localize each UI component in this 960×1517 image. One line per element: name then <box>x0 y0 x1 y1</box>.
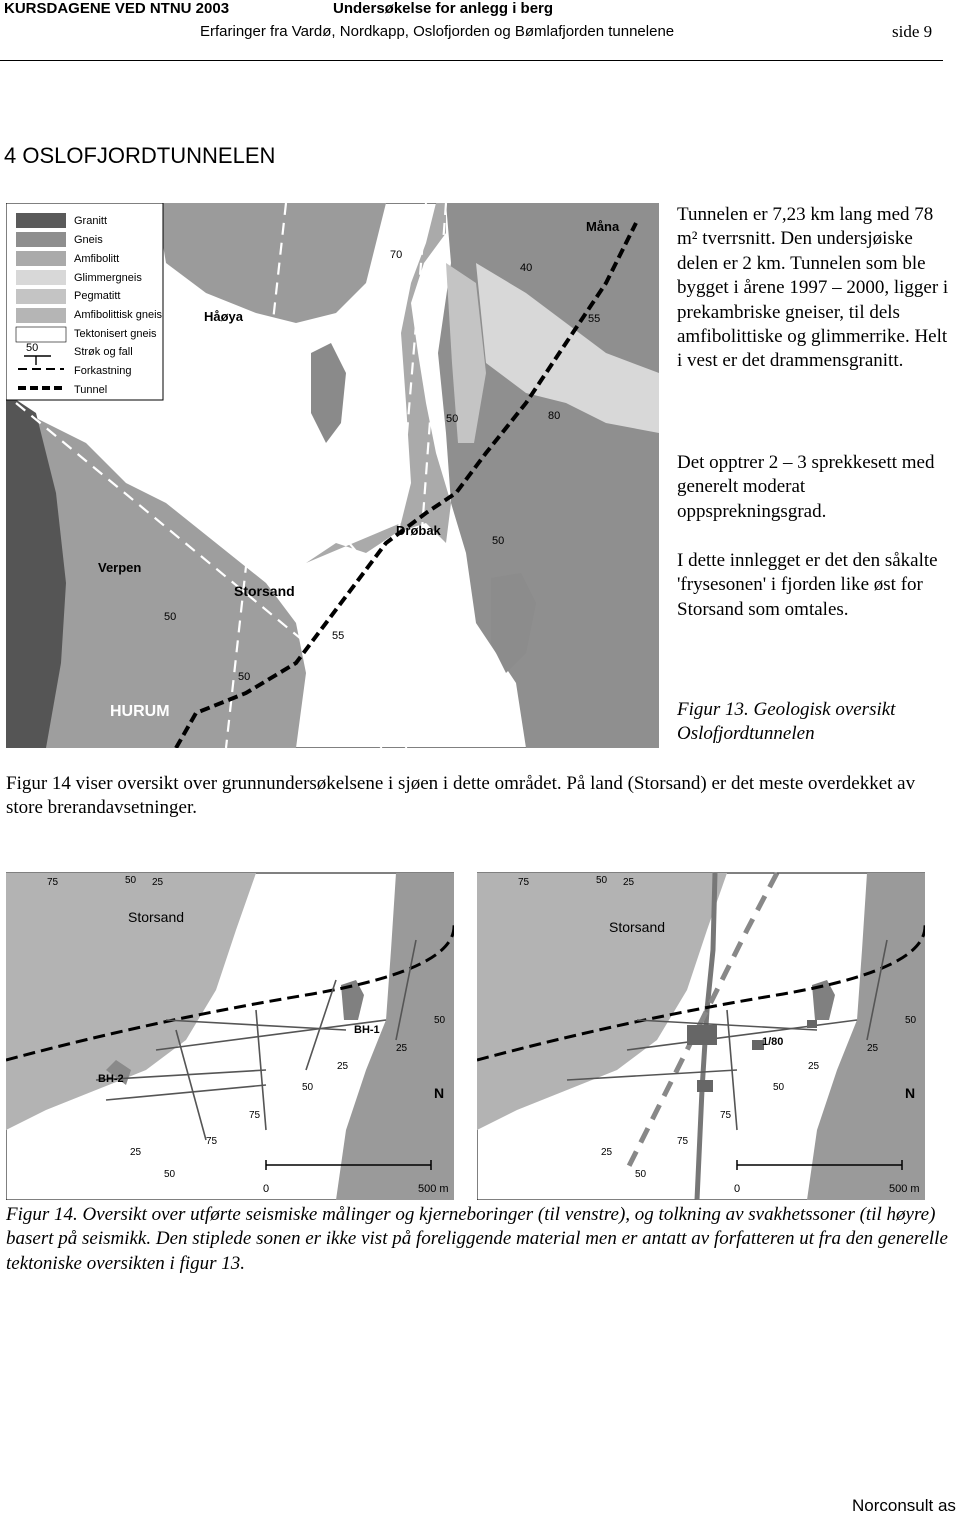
figure14-left-map <box>6 870 454 1200</box>
side-text-frost-zone: I dette innlegget er det den såkalte 'frysesonen' i fjorden like øst for Storsand som omtales. <box>677 550 938 620</box>
legend-tunnel: Tunnel <box>74 384 108 396</box>
svg-text:50: 50 <box>905 1015 917 1026</box>
label-storsand: Storsand <box>234 583 295 599</box>
legend-dip-value: 50 <box>26 342 39 354</box>
figure14-caption: Figur 14. Oversikt over utførte seismiske målinger og kjerneboringer (til venstre), og tolkning av svakhetssoner (til høyre) basert på seismikk. Den stiplede sonen er ikke vist på foreliggende material men er antatt av forfatteren ut fra den generelle tektoniske oversikten i figur 13. <box>6 1204 948 1274</box>
label-storsand-left: Storsand <box>128 909 185 925</box>
svg-text:55: 55 <box>588 313 601 325</box>
section-heading: 4 OSLOFJORDTUNNELEN <box>4 143 276 168</box>
legend-gneis: Gneis <box>74 234 103 246</box>
svg-text:25: 25 <box>601 1147 613 1158</box>
page-number: side 9 <box>892 22 933 41</box>
svg-text:75: 75 <box>677 1136 689 1147</box>
svg-text:50: 50 <box>238 671 251 683</box>
svg-text:75: 75 <box>206 1136 218 1147</box>
svg-text:50: 50 <box>125 875 137 886</box>
footer-company: Norconsult as <box>852 1496 956 1515</box>
svg-text:50: 50 <box>446 413 459 425</box>
svg-text:50: 50 <box>164 1169 176 1180</box>
label-hurum: HURUM <box>110 703 170 720</box>
scale-zero: 0 <box>263 1183 270 1195</box>
svg-text:25: 25 <box>623 877 635 888</box>
figure14-right-map <box>477 870 925 1200</box>
svg-text:40: 40 <box>520 262 533 274</box>
document-subtitle: Erfaringer fra Vardø, Nordkapp, Oslofjorden og Bømlafjorden tunnelene <box>200 23 675 40</box>
legend-glimmergneis: Glimmergneis <box>74 272 142 284</box>
conference-title: KURSDAGENE VED NTNU 2003 <box>4 0 230 17</box>
label-haoya: Håøya <box>204 309 244 324</box>
series-title: Undersøkelse for anlegg i berg <box>333 0 554 17</box>
svg-text:50: 50 <box>302 1082 314 1093</box>
svg-text:50: 50 <box>434 1015 446 1026</box>
svg-text:55: 55 <box>332 630 345 642</box>
north-arrow-left: N <box>434 1085 445 1101</box>
legend-amfibolitt: Amfibolitt <box>74 253 120 265</box>
body-paragraph: Figur 14 viser oversikt over grunnundersøkelsene i sjøen i dette området. På land (Storsand) er det meste overdekket av store brerandavsetninger. <box>6 773 916 819</box>
legend-tektonisert-gneis: Tektonisert gneis <box>74 328 157 340</box>
legend-pegmatitt: Pegmatitt <box>74 290 121 302</box>
side-text-fractures: Det opptrer 2 – 3 sprekkesett med generelt moderat oppsprekningsgrad. <box>677 452 935 522</box>
legend-forkastning: Forkastning <box>74 365 132 377</box>
svg-text:25: 25 <box>337 1061 349 1072</box>
label-storsand-right: Storsand <box>609 919 666 935</box>
svg-text:75: 75 <box>518 877 530 888</box>
svg-text:50: 50 <box>635 1169 647 1180</box>
svg-text:50: 50 <box>596 875 608 886</box>
svg-text:50: 50 <box>164 611 177 623</box>
svg-text:25: 25 <box>867 1043 879 1054</box>
label-bh1: BH-1 <box>354 1024 380 1036</box>
side-text-tunnel-description: Tunnelen er 7,23 km lang med 78 m² tverrsnitt. Den undersjøiske delen er 2 km. Tunnelen som ble bygget i årene 1997 – 2000, ligger i prekambriske gneiser, til dels amfibolittiske og glimmerrike. Helt i vest er det drammensgranitt. <box>677 204 949 372</box>
legend-strok-og-fall: Strøk og fall <box>74 346 133 358</box>
scale-500m-right: 500 m <box>889 1183 920 1195</box>
label-mana: Måna <box>586 219 620 234</box>
svg-text:75: 75 <box>47 877 59 888</box>
scale-500m: 500 m <box>418 1183 449 1195</box>
svg-text:80: 80 <box>548 410 561 422</box>
svg-text:50: 50 <box>773 1082 785 1093</box>
figure13-caption: Figur 13. Geologisk oversikt Oslofjordtunnelen <box>677 699 896 745</box>
legend-granitt: Granitt <box>74 215 108 227</box>
svg-text:70: 70 <box>390 249 403 261</box>
legend-amfibolittisk-gneis: Amfibolittisk gneis <box>74 309 163 321</box>
label-velocity: 1/80 <box>762 1036 784 1048</box>
svg-text:25: 25 <box>130 1147 142 1158</box>
north-arrow-right: N <box>905 1085 916 1101</box>
svg-text:75: 75 <box>249 1110 261 1121</box>
label-verpen: Verpen <box>98 560 142 575</box>
label-bh2: BH-2 <box>98 1073 124 1085</box>
scale-zero-right: 0 <box>734 1183 741 1195</box>
svg-text:50: 50 <box>492 535 505 547</box>
svg-text:25: 25 <box>808 1061 820 1072</box>
svg-text:25: 25 <box>396 1043 408 1054</box>
header-divider <box>0 60 943 61</box>
svg-text:25: 25 <box>152 877 164 888</box>
svg-text:75: 75 <box>720 1110 732 1121</box>
label-drobak: Drøbak <box>396 523 441 538</box>
figure13-geological-map <box>6 203 659 748</box>
